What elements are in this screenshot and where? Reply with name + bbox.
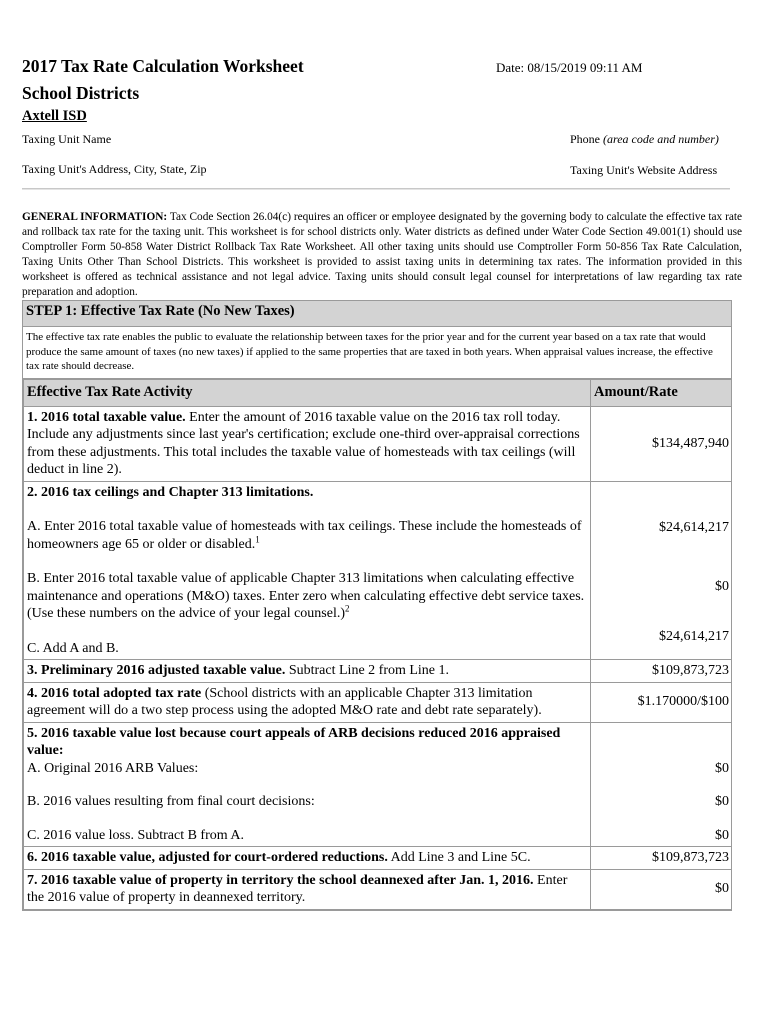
line7-label: 7. 2016 taxable value of property in territory the school deannexed after Jan. 1, 2016. <box>27 872 534 888</box>
table-row <box>24 869 732 909</box>
line5-label: 5. 2016 taxable value lost because court appeals of ARB decisions reduced 2016 appraised value: <box>27 725 561 758</box>
address-label: Taxing Unit's Address, City, State, Zip <box>22 162 207 176</box>
table-row <box>24 682 732 722</box>
line1-label: 1. 2016 total taxable value. <box>27 409 186 425</box>
line5a: A. Original 2016 ARB Values: <box>27 760 199 776</box>
step1-description: The effective tax rate enables the public to evaluate the relationship between taxes for the prior year and for the current year based on a tax rate that would produce the same amount of taxes (no new taxes) if applied to the same properties that are taxed in both years. When appraisal values increase, the effective tax rate should decrease. <box>23 327 731 379</box>
worksheet-subtitle: School Districts <box>22 83 140 103</box>
website-label: Taxing Unit's Website Address <box>570 163 718 177</box>
date-stamp: Date: 08/15/2019 09:11 AM <box>496 60 643 75</box>
table-row <box>24 481 732 660</box>
line5b-amount: $0 <box>715 794 729 809</box>
table-row <box>24 722 732 847</box>
line5c-amount: $0 <box>715 827 729 843</box>
line6-body: Add Line 3 and Line 5C. <box>387 850 531 865</box>
line5a-amount: $0 <box>715 760 729 776</box>
phone-label-text: Phone <box>570 132 600 146</box>
phone-label <box>570 132 719 147</box>
line2-label: 2. 2016 tax ceilings and Chapter 313 limitations. <box>27 484 314 500</box>
taxing-unit-name-label: Taxing Unit Name <box>22 132 112 146</box>
line2b-footnote: 2 <box>345 603 350 614</box>
table-row <box>24 660 732 683</box>
line1-body: Enter the amount of 2016 taxable value on the 2016 tax roll today. Include any adjustments since last year's certification; exclude one-third over-appraisal corrections from these adjustments. This total includes the taxable value of homesteads with tax ceilings (will deduct in line 2). <box>27 409 580 477</box>
line2c-amount: $24,614,217 <box>659 628 729 644</box>
worksheet-title: 2017 Tax Rate Calculation Worksheet <box>22 56 304 76</box>
line2b-amount: $0 <box>715 579 729 594</box>
line7-body: Enter the 2016 value of property in deannexed territory. <box>27 872 568 905</box>
line2a-amount: $24,614,217 <box>659 519 729 535</box>
line2a-text: A. Enter 2016 total taxable value of homesteads with tax ceilings. These include the homesteads of homeowners age 65 or older or disabled. <box>27 519 582 552</box>
step1-worksheet <box>22 300 732 911</box>
line7-amount: $0 <box>591 869 732 909</box>
line4-label: 4. 2016 total adopted tax rate <box>27 685 202 701</box>
step1-heading: STEP 1: Effective Tax Rate (No New Taxes) <box>23 301 731 327</box>
col-activity-header: Effective Tax Rate Activity <box>24 379 591 406</box>
activity-table <box>23 379 732 910</box>
line2-amounts <box>591 481 732 660</box>
line3-label: 3. Preliminary 2016 adjusted taxable value. <box>27 663 286 678</box>
line2-text <box>24 481 591 660</box>
line2a-footnote: 1 <box>255 533 260 544</box>
taxing-unit-name: Axtell ISD <box>22 108 87 124</box>
line6-text <box>24 847 591 870</box>
line2c: C. Add A and B. <box>27 640 119 656</box>
line4-text <box>24 682 591 722</box>
line3-body: Subtract Line 2 from Line 1. <box>285 663 450 678</box>
line1-text <box>24 406 591 481</box>
line3-text <box>24 660 591 683</box>
line7-text <box>24 869 591 909</box>
line5c: C. 2016 value loss. Subtract B from A. <box>27 827 244 843</box>
phone-hint: (area code and number) <box>603 132 719 146</box>
line4-body: (School districts with an applicable Chapter 313 limitation agreement will do a two step process using the adopted M&O rate and debt rate separately). <box>27 685 542 718</box>
line2a <box>27 518 587 553</box>
line2b-text: B. Enter 2016 total taxable value of applicable Chapter 313 limitations when calculating effective maintenance and operations (M&O) taxes. Enter zero when calculating effective debt service taxes. (Use these numbers on the advice of your legal counsel.) <box>27 571 585 621</box>
line1-amount: $134,487,940 <box>591 406 732 481</box>
general-information-text: Tax Code Section 26.04(c) requires an officer or employee designated by the governing body to calculate the effective tax rate and rollback tax rate for the taxing unit. This worksheet is for school districts only. Water districts as defined under Water Code Section 49.001(1) should use Comptroller Form 50-858 Water District Rollback Tax Rate Worksheet. All other taxing units should use Comptroller Form 50-856 Tax Rate Calculation, Taxing Units Other Than School Districts. This worksheet is provided to assist taxing units in determining tax rates. The information provided in this worksheet is offered as technical assistance and not legal advice. Taxing units should consult legal counsel for interpretations of law regarding tax rate preparation and adoption. <box>22 211 742 298</box>
table-row <box>24 406 732 481</box>
general-information-lead: GENERAL INFORMATION: <box>22 211 168 223</box>
general-information <box>22 210 742 300</box>
line6-amount: $109,873,723 <box>591 847 732 870</box>
line3-amount: $109,873,723 <box>591 660 732 683</box>
line4-amount: $1.170000/$100 <box>591 682 732 722</box>
line5-text <box>24 722 591 847</box>
line6-label: 6. 2016 taxable value, adjusted for court-ordered reductions. <box>27 850 388 865</box>
line5b: B. 2016 values resulting from final court decisions: <box>27 794 315 809</box>
line2b <box>27 570 587 623</box>
col-amount-header: Amount/Rate <box>591 379 732 406</box>
table-header-row <box>24 379 732 406</box>
line5-amounts <box>591 722 732 847</box>
table-row <box>24 847 732 870</box>
header-divider <box>22 188 730 190</box>
